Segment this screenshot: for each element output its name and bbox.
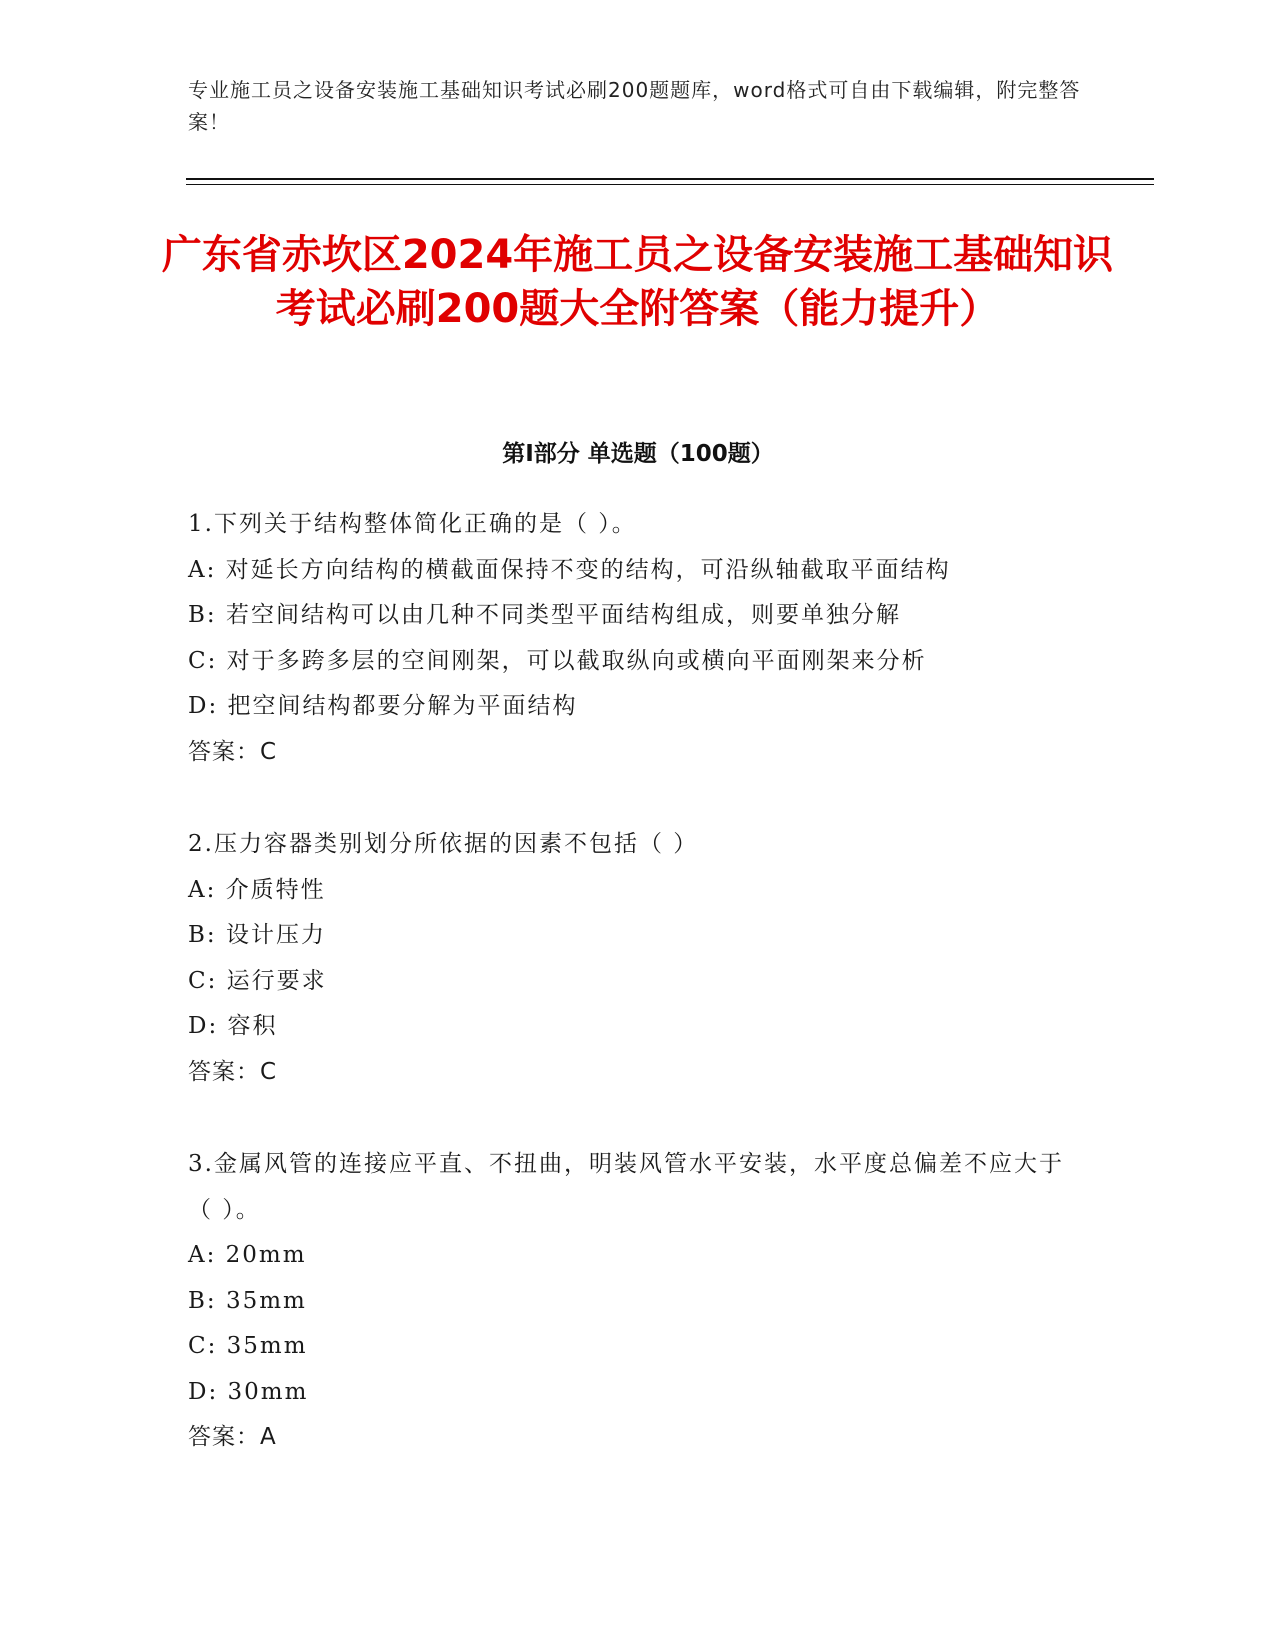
option-d: D: 30mm xyxy=(188,1378,309,1405)
question-stem: 2.压力容器类别划分所依据的因素不包括（ ） xyxy=(188,831,699,857)
option-d: D: 把空间结构都要分解为平面结构 xyxy=(188,693,578,719)
header-divider-thin xyxy=(186,184,1154,185)
question-1 xyxy=(188,502,1088,775)
answer-line: 答案：C xyxy=(188,1058,278,1085)
question-stem: 1.下列关于结构整体简化正确的是（ ）。 xyxy=(188,511,637,537)
option-b: B: 设计压力 xyxy=(188,922,326,948)
question-3 xyxy=(188,1142,1088,1461)
answer-line: 答案：A xyxy=(188,1424,277,1450)
option-c: C: 35mm xyxy=(188,1333,308,1359)
question-stem: 3.金属风管的连接应平直、不扭曲，明装风管水平安装，水平度总偏差不应大于（ ）。 xyxy=(188,1151,1064,1223)
option-c: C: 运行要求 xyxy=(188,967,327,994)
section-heading: 第I部分 单选题（100题） xyxy=(502,441,774,467)
option-d: D: 容积 xyxy=(188,1013,278,1039)
option-a: A: 对延长方向结构的横截面保持不变的结构，可沿纵轴截取平面结构 xyxy=(188,556,951,583)
option-c: C: 对于多跨多层的空间刚架，可以截取纵向或横向平面刚架来分析 xyxy=(188,647,927,674)
option-b: B: 35mm xyxy=(188,1287,307,1314)
option-a: A: 介质特性 xyxy=(188,876,326,903)
answer-line: 答案：C xyxy=(188,738,278,765)
document-title: 广东省赤坎区2024年施工员之设备安装施工基础知识考试必刷200题大全附答案（能力提升） xyxy=(161,232,1114,332)
header-divider-thick xyxy=(186,178,1154,180)
header-note: 专业施工员之设备安装施工基础知识考试必刷200题题库，word格式可自由下载编辑，附完整答案！ xyxy=(188,78,1081,134)
option-a: A: 20mm xyxy=(188,1242,307,1268)
option-b: B: 若空间结构可以由几种不同类型平面结构组成，则要单独分解 xyxy=(188,602,901,628)
question-2 xyxy=(188,822,1088,1095)
